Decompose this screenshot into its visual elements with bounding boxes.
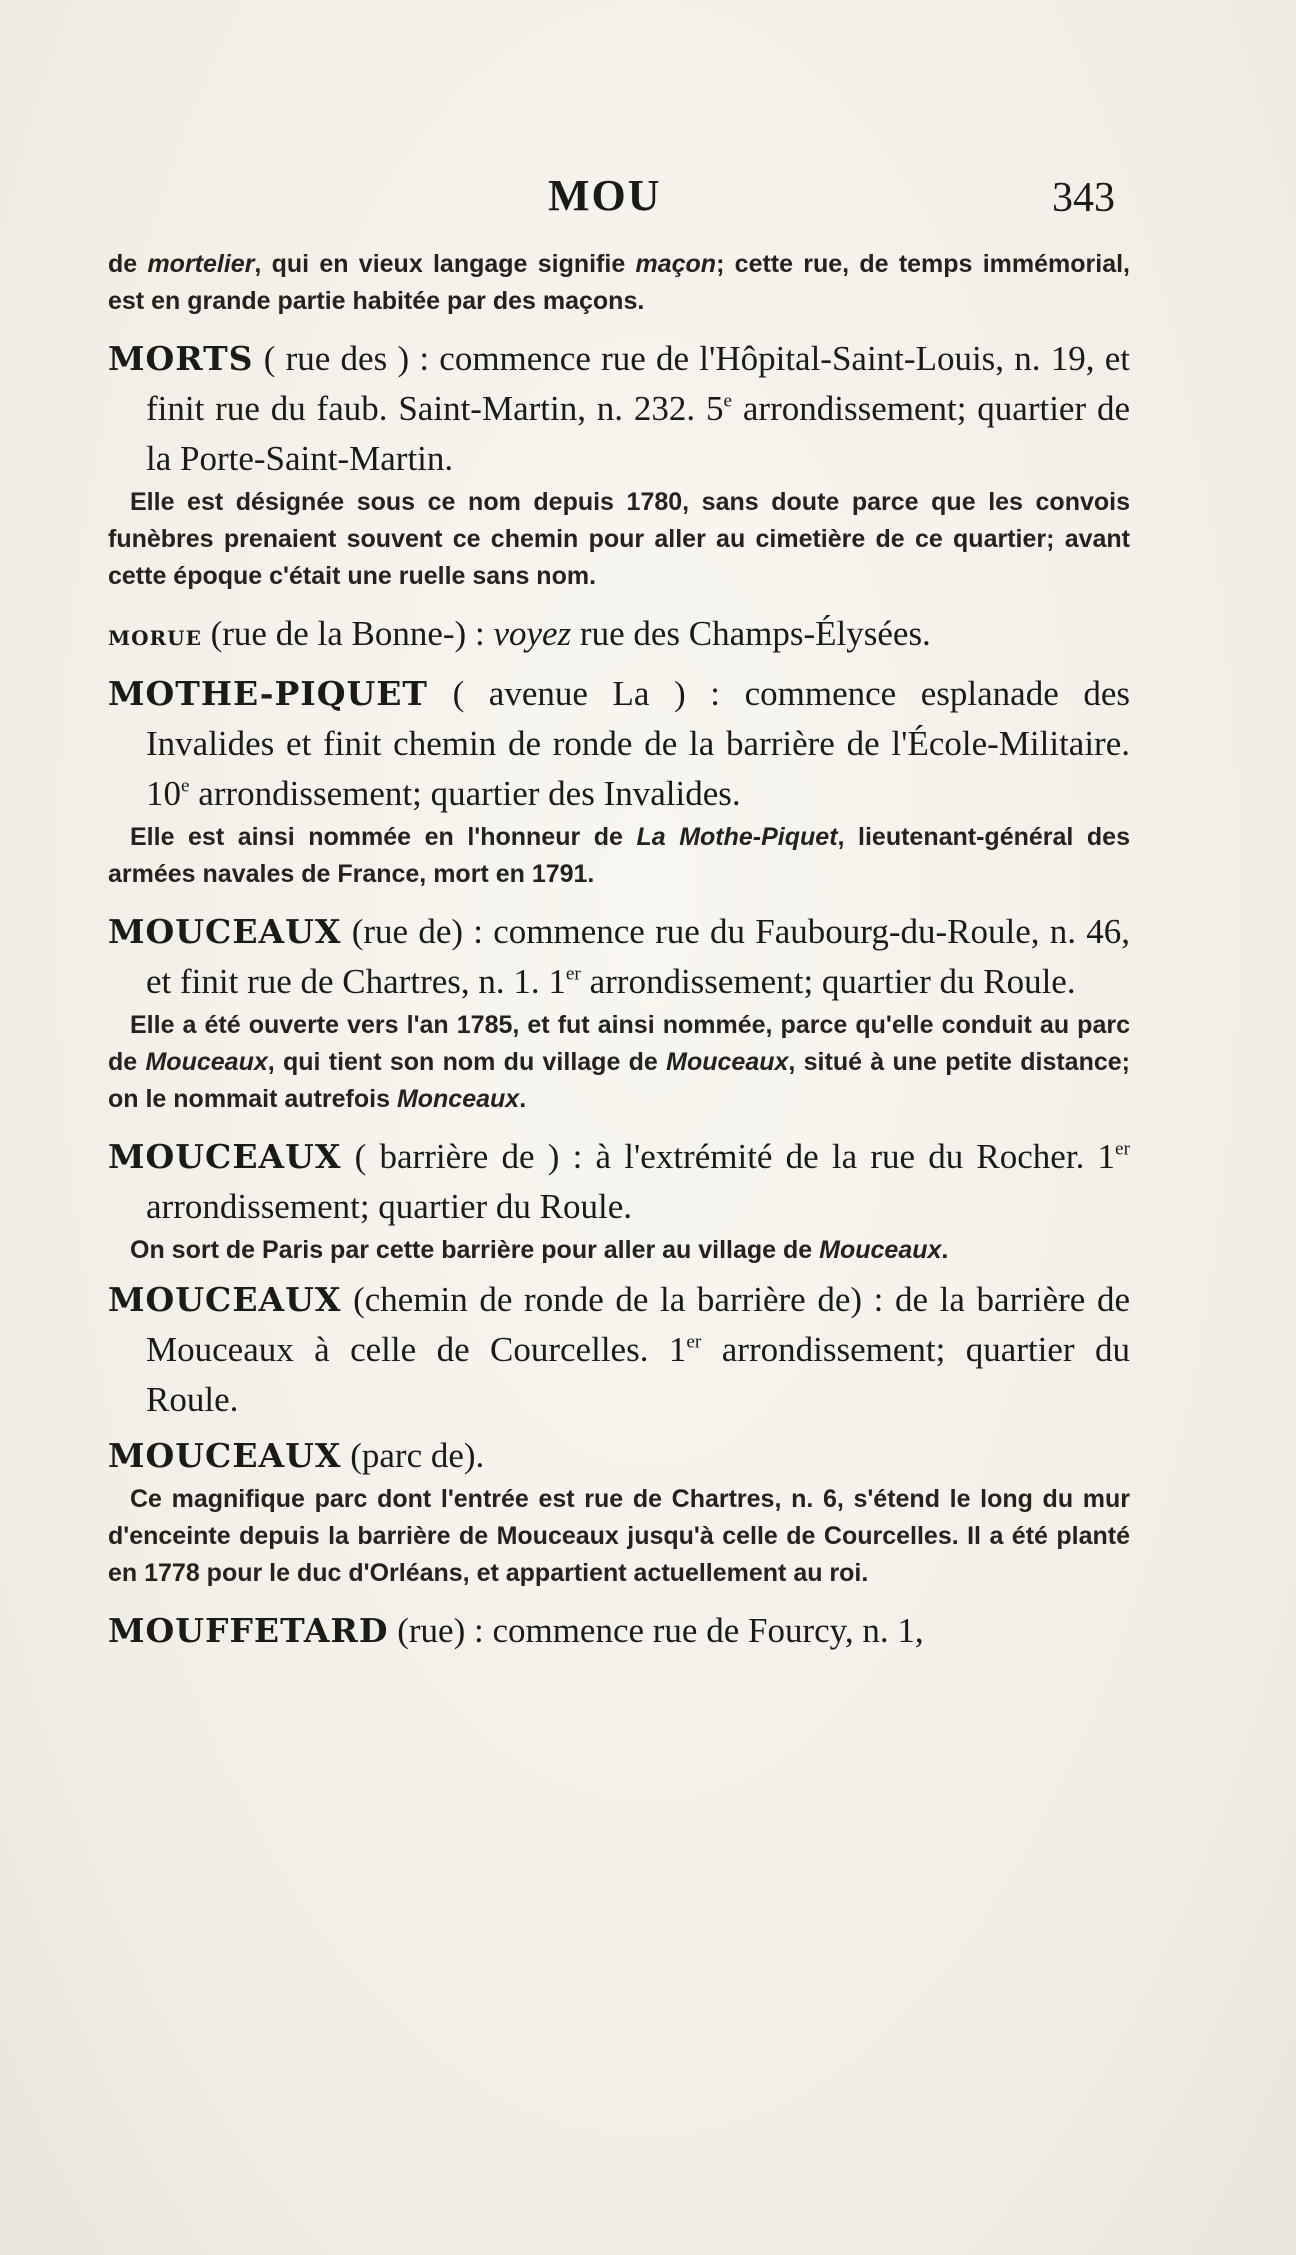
note-morts: Elle est désignée sous ce nom depuis 1780, sans doute parce que les convois funèbres prenaient souvent ce chemin pour aller au cimetière de ce quartier; avant cette époque c'était une ruelle sans nom. (108, 488, 1130, 590)
entry-mouffetard: MOUFFETARD (rue) : commence rue de Fourcy, n. 1, (108, 1611, 924, 1650)
entry-mothe-piquet: MOTHE-PIQUET ( avenue La ) : commence esplanade des Invalides et finit chemin de ronde de la barrière de l'École-Militaire. 10e arrondissement; quartier des Invalides. (108, 674, 1130, 813)
entry-mouceaux-barriere: MOUCEAUX ( barrière de ) : à l'extrémité de la rue du Rocher. 1er arrondissement; quartier du Roule. (108, 1137, 1130, 1226)
headword: MORUE (108, 626, 202, 650)
entry-morts: MORTS ( rue des ) : commence rue de l'Hôpital-Saint-Louis, n. 19, et finit rue du faub. Saint-Martin, n. 232. 5e arrondissement; quartier de la Porte-Saint-Martin. (108, 339, 1130, 478)
headword: MOTHE-PIQUET (108, 674, 428, 713)
running-head-word: MOU (548, 171, 662, 220)
headword: MOUFFETARD (108, 1611, 389, 1650)
note-continuation: de mortelier, qui en vieux langage signifie maçon; cette rue, de temps immémorial, est en grande partie habitée par des maçons. (108, 250, 1130, 315)
headword: MORTS (108, 339, 254, 378)
note-mouceaux-rue: Elle a été ouverte vers l'an 1785, et fut ainsi nommée, parce qu'elle conduit au parc de Mouceaux, qui tient son nom du village de Mouceaux, situé à une petite distance; on le nommait autrefois Monceaux. (108, 1011, 1130, 1113)
note-mouceaux-parc: Ce magnifique parc dont l'entrée est rue de Chartres, n. 6, s'étend le long du mur d'enceinte depuis la barrière de Mouceaux jusqu'à celle de Courcelles. Il a été planté en 1778 pour le duc d'Orléans, et appartient actuellement au roi. (108, 1485, 1130, 1587)
entry-morue: MORUE (rue de la Bonne-) : voyez rue des Champs-Élysées. (108, 614, 931, 653)
running-header (0, 170, 1296, 226)
page-number: 343 (1052, 175, 1115, 221)
headword: MOUCEAUX (108, 912, 342, 951)
page-content (108, 246, 1130, 1656)
headword: MOUCEAUX (108, 1280, 342, 1319)
headword: MOUCEAUX (108, 1137, 342, 1176)
headword: MOUCEAUX (108, 1436, 342, 1475)
note-mothe-piquet: Elle est ainsi nommée en l'honneur de La Mothe-Piquet, lieutenant-général des armées navales de France, mort en 1791. (108, 823, 1130, 888)
entry-mouceaux-parc: MOUCEAUX (parc de). (108, 1436, 485, 1475)
entry-mouceaux-rue: MOUCEAUX (rue de) : commence rue du Faubourg-du-Roule, n. 46, et finit rue de Chartres, n. 1. 1er arrondissement; quartier du Roule. (108, 912, 1130, 1001)
entry-mouceaux-chemin: MOUCEAUX (chemin de ronde de la barrière de) : de la barrière de Mouceaux à celle de Courcelles. 1er arrondissement; quartier du Roule. (108, 1280, 1130, 1419)
note-mouceaux-barriere: On sort de Paris par cette barrière pour aller au village de Mouceaux. (130, 1236, 949, 1264)
